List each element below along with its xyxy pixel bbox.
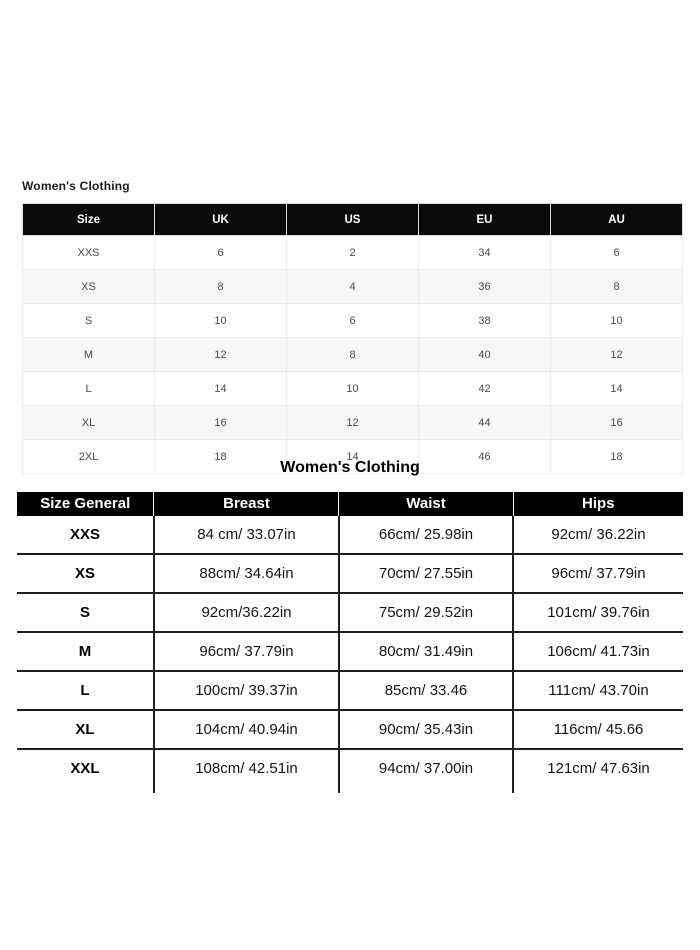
value-cell: 14 [287,440,419,474]
table-row [17,749,683,787]
size-label-cell: XL [23,406,155,440]
value-cell: 101cm/ 39.76in [513,593,683,632]
table-row [23,304,683,338]
value-cell: 36 [419,270,551,304]
column-header: US [287,204,419,236]
table-row [17,632,683,671]
value-cell: 16 [155,406,287,440]
value-cell: 100cm/ 39.37in [154,671,339,710]
value-cell: 4 [287,270,419,304]
column-header: UK [155,204,287,236]
value-cell: 85cm/ 33.46 [339,671,513,710]
value-cell: 16 [551,406,683,440]
size-label-cell: M [17,632,154,671]
size-label-cell: L [17,671,154,710]
value-cell: 10 [287,372,419,406]
table-row [23,236,683,270]
size-label-cell: XXS [17,516,154,554]
size-label-cell: S [17,593,154,632]
value-cell: 18 [155,440,287,474]
value-cell: 6 [551,236,683,270]
table-row [17,710,683,749]
value-cell: 108cm/ 42.51in [154,749,339,787]
size-label-cell: XL [17,710,154,749]
column-header: AU [551,204,683,236]
value-cell: 46 [419,440,551,474]
spacer-cell [339,787,513,793]
value-cell: 42 [419,372,551,406]
value-cell: 10 [155,304,287,338]
size-label-cell: XXL [70,760,100,777]
value-cell: 8 [551,270,683,304]
size-label-cell: M [23,338,155,372]
spacer-cell [17,787,154,793]
value-cell: 84 cm/ 33.07in [154,516,339,554]
column-header: Size [23,204,155,236]
table-row [23,406,683,440]
table-row [17,516,683,554]
value-cell: 111cm/ 43.70in [513,671,683,710]
value-cell: 116cm/ 45.66 [513,710,683,749]
column-header: Waist [339,492,513,516]
value-cell: 90cm/ 35.43in [339,710,513,749]
value-cell: 92cm/ 36.22in [513,516,683,554]
value-cell: 96cm/ 37.79in [154,632,339,671]
column-header: Breast [154,492,339,516]
size-label-cell: XS [17,554,154,593]
size-label-cell: S [23,304,155,338]
table-row [17,554,683,593]
size-label-cell: XS [23,270,155,304]
spacer-cell [154,787,339,793]
table-row [23,338,683,372]
value-cell: 70cm/ 27.55in [339,554,513,593]
value-cell: 121cm/ 47.63in [513,749,683,787]
value-cell: 8 [287,338,419,372]
column-line-extension [17,787,683,793]
value-cell: 12 [287,406,419,440]
value-cell: 14 [155,372,287,406]
spacer-cell [513,787,683,793]
value-cell: 96cm/ 37.79in [513,554,683,593]
header-row [23,204,683,236]
value-cell: 104cm/ 40.94in [154,710,339,749]
value-cell: 106cm/ 41.73in [513,632,683,671]
value-cell: 88cm/ 34.64in [154,554,339,593]
value-cell: 92cm/36.22in [154,593,339,632]
value-cell: 2 [287,236,419,270]
value-cell: 38 [419,304,551,338]
value-cell: 94cm/ 37.00in [339,749,513,787]
value-cell: 34 [419,236,551,270]
value-cell: 12 [155,338,287,372]
table-row [23,372,683,406]
value-cell: 6 [155,236,287,270]
international-table-header [23,204,683,236]
value-cell: 80cm/ 31.49in [339,632,513,671]
measurement-table-header [17,492,683,516]
table-row [17,671,683,710]
size-label-cell: XXS [23,236,155,270]
value-cell: 66cm/ 25.98in [339,516,513,554]
table-row [23,270,683,304]
measurement-table-title: Women's Clothing [280,459,420,476]
value-cell: 14 [551,372,683,406]
column-header: Hips [513,492,683,516]
measurement-table [17,492,683,793]
international-size-table [22,203,683,474]
size-label-cell: L [23,372,155,406]
size-label-cell: 2XL [23,440,155,474]
value-cell: 6 [287,304,419,338]
header-row [17,492,683,516]
international-table-title: Women's Clothing [22,179,130,193]
value-cell: 44 [419,406,551,440]
measurement-table-body [17,516,683,793]
value-cell: 75cm/ 29.52in [339,593,513,632]
international-table-body [23,236,683,474]
column-header: Size General [17,492,154,516]
value-cell: 12 [551,338,683,372]
table-row [17,593,683,632]
value-cell: 18 [551,440,683,474]
value-cell: 10 [551,304,683,338]
value-cell: 40 [419,338,551,372]
value-cell: 8 [155,270,287,304]
column-header: EU [419,204,551,236]
